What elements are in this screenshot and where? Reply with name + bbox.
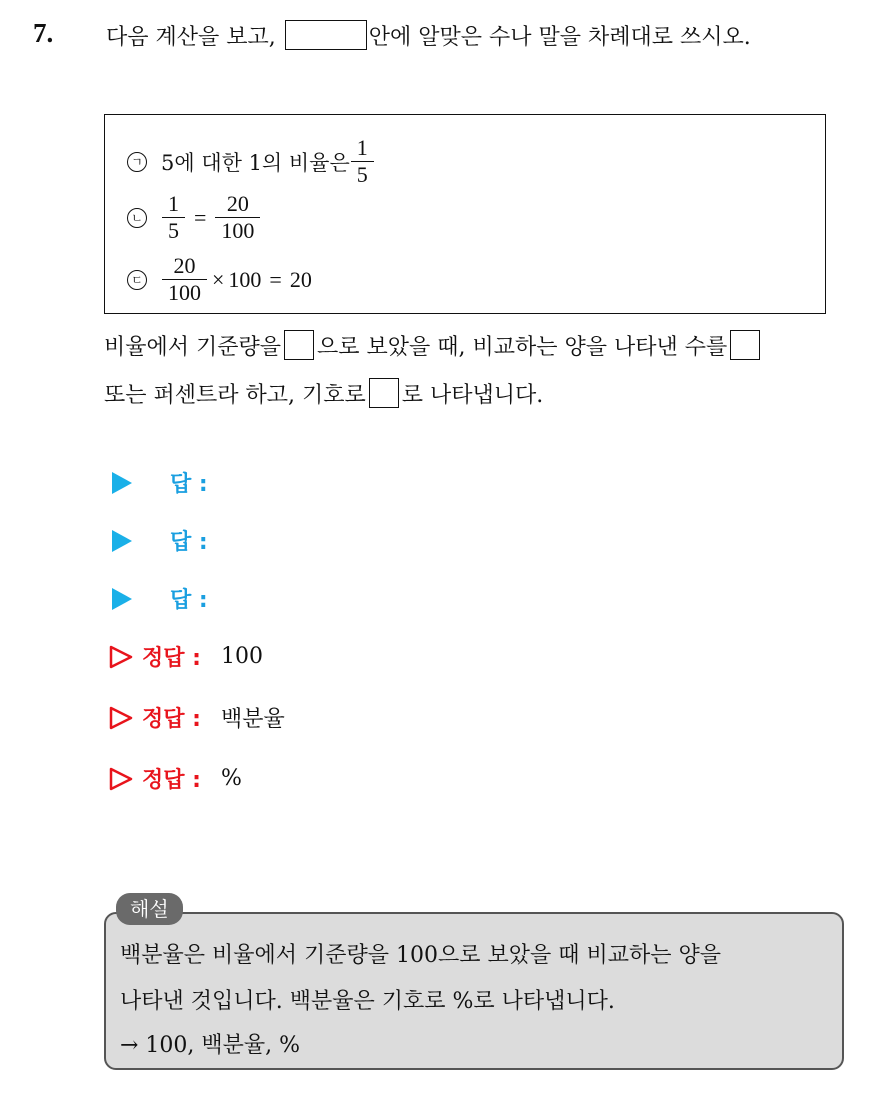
fraction	[165, 191, 182, 244]
answer-row	[108, 583, 208, 614]
triangle-filled-icon	[112, 588, 132, 610]
answer-label: 답 :	[170, 530, 208, 555]
calc-row-3	[127, 253, 312, 306]
sentence-part-2: 으로 보았을 때, 비교하는 양을 나타낸 수를	[317, 335, 728, 360]
result: 20	[289, 266, 312, 292]
circled-marker-icon: ㄱ	[127, 152, 147, 172]
question-text-before: 다음 계산을 보고,	[106, 25, 276, 50]
answer-row	[108, 467, 208, 498]
question-number: 7.	[33, 18, 54, 48]
denominator: 100	[221, 218, 255, 243]
calc-row-1-text: 5에 대한 1의 비율은	[161, 150, 350, 175]
equals-sign: =	[194, 204, 207, 230]
explanation-line-2: 나타낸 것입니다. 백분율은 기호로 %로 나타냅니다.	[120, 989, 615, 1014]
multiplier: 100	[228, 266, 262, 292]
triangle-filled-icon	[112, 472, 132, 494]
blank-box-icon	[284, 330, 314, 360]
explanation-line-1: 백분율은 비율에서 기준량을 100으로 보았을 때 비교하는 양을	[120, 943, 721, 968]
correct-answer-row	[108, 702, 285, 733]
denominator: 5	[356, 162, 368, 187]
sentence-line-1	[104, 330, 763, 361]
numerator: 20	[173, 253, 196, 278]
correct-answer-value: 100	[220, 644, 263, 669]
question-text-after: 안에 알맞은 수나 말을 차례대로 쓰시오.	[368, 25, 751, 50]
fraction	[354, 135, 371, 188]
explanation-line-3: → 100, 백분율, %	[120, 1033, 301, 1058]
triangle-outline-icon	[108, 705, 134, 731]
circled-marker-icon: ㄴ	[127, 208, 147, 228]
correct-answer-value: 백분율	[220, 707, 285, 732]
calc-row-1	[127, 135, 375, 188]
correct-answer-label: 정답 :	[142, 707, 201, 732]
fraction	[218, 191, 257, 244]
denominator: 100	[168, 280, 201, 305]
explanation-tab: 해설	[116, 893, 183, 925]
denominator: 5	[168, 218, 179, 243]
numerator: 1	[168, 191, 179, 216]
equals-sign: =	[269, 266, 282, 292]
triangle-outline-icon	[108, 766, 134, 792]
correct-answer-row	[108, 641, 263, 672]
circled-marker-icon: ㄷ	[127, 270, 147, 290]
answer-row	[108, 525, 208, 556]
triangle-outline-icon	[108, 644, 134, 670]
sentence-part-1: 비율에서 기준량을	[104, 335, 282, 360]
sentence-part-4: 로 나타냅니다.	[401, 383, 544, 408]
calculation-box	[104, 114, 826, 314]
correct-answer-label: 정답 :	[142, 768, 201, 793]
answer-label: 답 :	[170, 588, 208, 613]
sentence-part-3: 또는 퍼센트라 하고, 기호로	[104, 383, 366, 408]
triangle-filled-icon	[112, 530, 132, 552]
blank-box-icon	[730, 330, 760, 360]
blank-box-icon	[369, 378, 399, 408]
correct-answer-value: %	[220, 766, 242, 791]
numerator: 20	[226, 191, 249, 216]
sentence-line-2	[104, 378, 543, 409]
calc-row-2	[127, 191, 261, 244]
multiply-sign: ×	[212, 266, 225, 292]
numerator: 1	[356, 135, 368, 160]
correct-answer-row	[108, 763, 242, 794]
answer-label: 답 :	[170, 472, 208, 497]
blank-box-icon	[285, 20, 367, 50]
question-text	[106, 20, 751, 55]
fraction	[165, 253, 204, 306]
correct-answer-label: 정답 :	[142, 646, 201, 671]
